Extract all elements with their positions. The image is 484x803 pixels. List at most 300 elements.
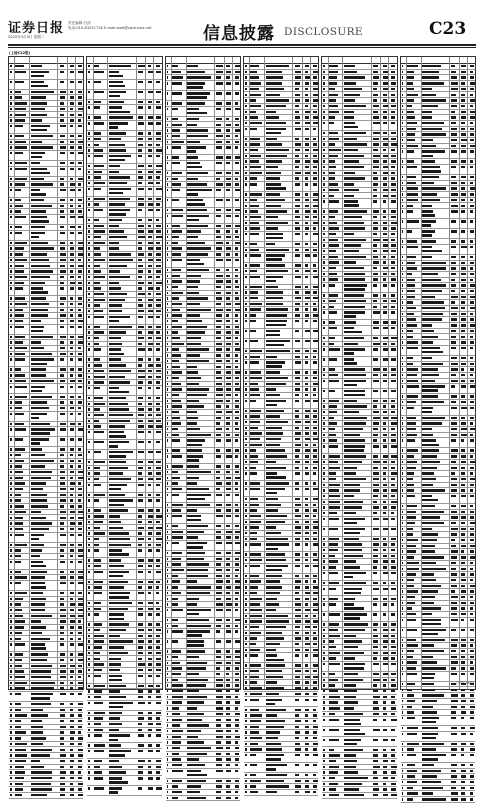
table-cell — [402, 528, 404, 530]
table-cell — [109, 293, 127, 295]
table-cell — [226, 569, 229, 571]
table-cell — [373, 417, 380, 419]
table-cell — [138, 293, 145, 295]
table-cell — [323, 555, 325, 557]
table-cell — [156, 116, 161, 118]
table-cell — [70, 226, 75, 228]
table-cell — [172, 377, 179, 379]
table-cell — [245, 526, 247, 528]
table-cell — [60, 549, 64, 551]
table-cell — [245, 166, 247, 168]
table-cell — [10, 65, 12, 67]
table-cell — [70, 183, 75, 185]
table-cell — [407, 133, 415, 135]
table-cell — [407, 273, 412, 275]
table-cell — [305, 472, 309, 474]
table-cell — [138, 358, 143, 360]
table-cell — [407, 787, 413, 789]
table-cell — [323, 138, 325, 140]
table-cell — [305, 99, 309, 101]
table-cell — [226, 724, 231, 726]
table-cell — [88, 431, 90, 433]
table-cell — [31, 494, 47, 496]
table-cell — [167, 690, 169, 692]
table-cell — [78, 499, 81, 501]
table-cell — [344, 183, 355, 185]
table-cell — [470, 556, 475, 558]
table-cell — [88, 478, 90, 480]
table-cell — [373, 572, 378, 574]
table-cell — [245, 592, 247, 594]
table-cell — [109, 669, 120, 671]
table-cell — [70, 511, 75, 513]
table-cell — [60, 96, 65, 98]
table-cell — [383, 771, 387, 773]
table-cell — [31, 766, 45, 768]
table-cell — [391, 560, 395, 562]
table-cell — [344, 405, 367, 407]
table-cell — [70, 314, 73, 316]
table-column — [400, 56, 476, 690]
table-cell — [148, 101, 153, 103]
table-cell — [88, 658, 90, 660]
table-cell — [344, 111, 354, 113]
table-cell — [187, 129, 208, 131]
table-cell — [313, 361, 317, 363]
table-cell — [15, 232, 22, 234]
table-cell — [295, 754, 300, 756]
table-cell — [383, 646, 387, 648]
table-cell — [148, 478, 153, 480]
table-cell — [373, 603, 377, 605]
table-cell — [138, 198, 144, 200]
table-cell — [15, 582, 21, 584]
table-cell — [470, 139, 474, 141]
table-cell — [373, 390, 378, 392]
table-cell — [391, 739, 395, 741]
table-cell — [245, 330, 247, 332]
table-cell — [422, 639, 444, 641]
table-cell — [138, 729, 142, 731]
table-cell — [407, 240, 417, 242]
table-cell — [70, 253, 75, 255]
table-cell — [313, 444, 316, 446]
table-cell — [226, 411, 231, 413]
table-cell — [235, 343, 239, 345]
table-cell — [148, 425, 153, 427]
table-cell — [60, 544, 66, 546]
table-cell — [187, 724, 208, 726]
table-cell — [451, 116, 455, 118]
table-cell — [172, 525, 178, 527]
table-cell — [407, 650, 414, 652]
table-cell — [461, 781, 464, 783]
table-cell — [70, 528, 74, 530]
table-cell — [78, 438, 82, 440]
table-cell — [70, 544, 75, 546]
table-cell — [383, 428, 386, 430]
table-cell — [148, 702, 152, 704]
table-cell — [266, 116, 280, 118]
table-cell — [451, 711, 456, 713]
table-cell — [373, 588, 379, 590]
table-cell — [383, 273, 387, 275]
table-cell — [187, 644, 203, 646]
table-cell — [295, 222, 300, 224]
table-cell — [266, 532, 281, 534]
table-cell — [323, 754, 325, 756]
table-cell — [15, 303, 26, 305]
table-cell — [109, 192, 124, 194]
table-cell — [245, 504, 247, 506]
table-cell — [148, 586, 152, 588]
table-cell — [344, 352, 354, 354]
table-cell — [461, 656, 465, 658]
table-cell — [187, 444, 201, 446]
table-cell — [245, 565, 247, 567]
table-cell — [167, 172, 169, 174]
table-cell — [383, 788, 387, 790]
table-cell — [60, 737, 64, 739]
table-cell — [391, 261, 395, 263]
table-cell — [94, 571, 104, 573]
table-cell — [470, 656, 474, 658]
table-cell — [78, 81, 82, 83]
table-cell — [402, 717, 404, 719]
table-cell — [31, 598, 46, 600]
table-cell — [15, 336, 24, 338]
table-cell — [383, 478, 386, 480]
table-cell — [31, 330, 44, 332]
table-cell — [451, 602, 457, 604]
table-cell — [226, 563, 230, 565]
table-cell — [109, 787, 122, 789]
table-cell — [245, 467, 247, 469]
table-cell — [329, 696, 340, 698]
table-cell — [470, 781, 475, 783]
table-row — [9, 215, 83, 225]
table-cell — [344, 417, 367, 419]
table-cell — [172, 650, 181, 652]
table-cell — [250, 254, 261, 256]
table-cell — [313, 264, 316, 266]
table-cell — [70, 259, 74, 261]
table-cell — [109, 299, 125, 301]
table-cell — [10, 253, 12, 255]
table-cell — [407, 116, 415, 118]
table-cell — [31, 347, 45, 349]
table-cell — [245, 687, 247, 689]
table-cell — [167, 215, 169, 217]
table-cell — [313, 254, 317, 256]
table-cell — [138, 408, 145, 410]
table-cell — [461, 193, 466, 195]
table-cell — [470, 374, 474, 376]
table-cell — [391, 166, 394, 168]
table-cell — [226, 494, 230, 496]
table-cell — [167, 525, 169, 527]
table-cell — [383, 663, 388, 665]
table-cell — [470, 711, 475, 713]
table-cell — [323, 771, 325, 773]
table-cell — [60, 386, 65, 388]
table-cell — [31, 448, 43, 450]
table-cell — [172, 92, 182, 94]
table-cell — [451, 401, 455, 403]
table-cell — [383, 76, 388, 78]
table-cell — [461, 602, 465, 604]
table-cell — [15, 499, 20, 501]
table-cell — [245, 291, 247, 293]
table-cell — [402, 262, 404, 264]
table-cell — [373, 273, 378, 275]
table-cell — [391, 222, 396, 224]
table-cell — [323, 422, 325, 424]
table-cell — [329, 183, 338, 185]
table-cell — [461, 770, 465, 772]
table-cell — [470, 76, 474, 78]
table-cell — [31, 242, 48, 244]
table-cell — [383, 239, 388, 241]
table-cell — [250, 670, 259, 672]
table-cell — [109, 304, 122, 306]
table-cell — [451, 407, 457, 409]
table-cell — [305, 128, 309, 130]
table-cell — [31, 726, 44, 728]
table-cell — [156, 316, 160, 318]
table-cell — [295, 210, 299, 212]
table-cell — [313, 303, 316, 305]
table-cell — [305, 526, 310, 528]
table-cell — [323, 696, 325, 698]
table-cell — [391, 172, 395, 174]
table-cell — [109, 685, 126, 687]
table-cell — [329, 603, 337, 605]
table-cell — [461, 240, 464, 242]
table-row — [401, 628, 475, 638]
table-cell — [148, 532, 152, 534]
table-cell — [31, 205, 52, 207]
table-cell — [313, 270, 317, 272]
table-cell — [109, 253, 132, 255]
table-cell — [245, 177, 247, 179]
table-cell — [344, 294, 364, 296]
table-cell — [156, 717, 160, 719]
table-cell — [373, 428, 378, 430]
table-cell — [235, 337, 238, 339]
table-cell — [88, 282, 90, 284]
table-cell — [402, 347, 404, 349]
table-cell — [295, 764, 300, 766]
table-cell — [266, 227, 279, 229]
table-cell — [451, 661, 457, 663]
table-cell — [10, 199, 12, 201]
table-cell — [451, 590, 455, 592]
table-cell — [323, 528, 325, 530]
table-cell — [156, 209, 160, 211]
table-cell — [313, 543, 318, 545]
table-cell — [245, 286, 247, 288]
table-cell — [60, 482, 65, 484]
table-cell — [461, 539, 464, 541]
table-cell — [451, 562, 455, 564]
table-cell — [94, 282, 100, 284]
table-cell — [451, 516, 458, 518]
table-cell — [226, 259, 231, 261]
table-cell — [94, 149, 104, 151]
table-cell — [172, 558, 181, 560]
table-cell — [329, 374, 338, 376]
table-cell — [88, 472, 90, 474]
table-cell — [451, 568, 456, 570]
table-cell — [305, 592, 310, 594]
table-cell — [78, 609, 83, 611]
table-cell — [78, 460, 81, 462]
table-cell — [216, 209, 221, 211]
table-cell — [407, 656, 413, 658]
table-cell — [329, 512, 337, 514]
table-cell — [78, 632, 82, 634]
table-cell — [422, 347, 439, 349]
table-cell — [187, 753, 207, 755]
table-cell — [422, 677, 434, 679]
table-cell — [470, 417, 474, 419]
table-cell — [295, 467, 299, 469]
table-cell — [235, 797, 238, 799]
table-cell — [15, 320, 23, 322]
table-cell — [373, 713, 379, 715]
table-cell — [88, 182, 90, 184]
table-cell — [94, 441, 105, 443]
table-cell — [167, 494, 169, 496]
table-cell — [266, 538, 288, 540]
table-cell — [109, 337, 121, 339]
table-row — [9, 167, 83, 177]
table-cell — [226, 92, 230, 94]
table-cell — [250, 88, 259, 90]
table-cell — [187, 488, 209, 490]
table-cell — [323, 506, 325, 508]
table-cell — [156, 771, 160, 773]
table-cell — [373, 94, 379, 96]
table-cell — [148, 149, 153, 151]
table-cell — [172, 536, 183, 538]
table-cell — [235, 162, 240, 164]
table-cell — [94, 337, 99, 339]
table-cell — [88, 203, 90, 205]
table-cell — [156, 521, 160, 523]
table-cell — [470, 467, 475, 469]
table-cell — [313, 532, 317, 534]
table-cell — [245, 340, 247, 342]
table-cell — [461, 727, 465, 729]
table-cell — [226, 650, 230, 652]
table-cell — [138, 310, 144, 312]
table-cell — [78, 743, 82, 745]
table-cell — [94, 581, 103, 583]
table-cell — [383, 160, 387, 162]
table-cell — [167, 189, 169, 191]
table-cell — [226, 439, 231, 441]
table-cell — [78, 270, 82, 272]
table-cell — [10, 659, 12, 661]
table-cell — [323, 227, 325, 229]
table-cell — [373, 739, 378, 741]
table-cell — [172, 667, 182, 669]
table-cell — [295, 438, 301, 440]
table-cell — [167, 747, 169, 749]
table-cell — [172, 247, 182, 249]
table-cell — [187, 764, 205, 766]
table-cell — [10, 754, 12, 756]
table-cell — [323, 321, 325, 323]
table-cell — [422, 650, 443, 652]
table-cell — [187, 102, 204, 104]
column-header — [9, 57, 83, 64]
table-cell — [226, 785, 230, 787]
table-cell — [250, 99, 256, 101]
table-cell — [109, 247, 119, 249]
table-cell — [70, 477, 74, 479]
table-cell — [313, 88, 318, 90]
table-cell — [187, 112, 207, 114]
table-cell — [383, 94, 388, 96]
table-cell — [323, 65, 325, 67]
table-cell — [94, 602, 102, 604]
table-cell — [407, 472, 414, 474]
table-cell — [422, 673, 434, 675]
table-cell — [344, 572, 366, 574]
table-cell — [10, 598, 12, 600]
table-cell — [344, 576, 353, 578]
table-cell — [187, 189, 211, 191]
table-cell — [266, 649, 276, 651]
table-cell — [187, 713, 204, 715]
table-cell — [461, 347, 466, 349]
table-cell — [461, 489, 465, 491]
table-cell — [422, 748, 435, 750]
table-cell — [323, 348, 325, 350]
table-cell — [461, 434, 466, 436]
table-cell — [78, 582, 83, 584]
table-cell — [323, 518, 325, 520]
table-row — [87, 70, 161, 80]
table-cell — [156, 690, 160, 692]
table-cell — [88, 613, 90, 615]
table-cell — [313, 291, 317, 293]
table-cell — [402, 562, 404, 564]
table-cell — [94, 696, 101, 698]
table-cell — [138, 376, 145, 378]
table-cell — [148, 316, 153, 318]
table-cell — [250, 222, 259, 224]
table-cell — [383, 321, 388, 323]
table-cell — [383, 713, 388, 715]
table-cell — [344, 239, 366, 241]
table-cell — [344, 723, 361, 725]
table-cell — [60, 471, 65, 473]
table-cell — [156, 484, 160, 486]
table-row — [9, 231, 83, 241]
table-cell — [156, 343, 160, 345]
table-cell — [88, 602, 90, 604]
table-cell — [245, 598, 247, 600]
table-cell — [187, 82, 205, 84]
table-cell — [373, 337, 378, 339]
table-cell — [391, 629, 395, 631]
table-cell — [216, 449, 220, 451]
table-cell — [235, 780, 239, 782]
